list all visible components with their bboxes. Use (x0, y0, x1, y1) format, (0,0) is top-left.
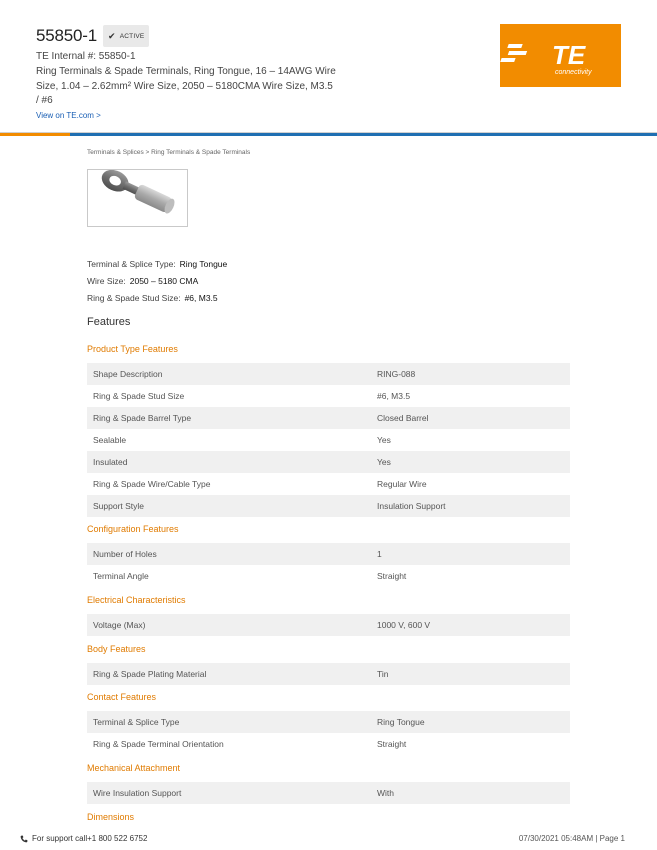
section-contact-features (87, 692, 570, 755)
key-attr-terminal-type (87, 259, 227, 269)
row-label: Wire Insulation Support (93, 788, 182, 798)
table-row (87, 363, 570, 385)
section-title: Contact Features (87, 692, 157, 702)
section-mechanical-attachment (87, 763, 570, 804)
section-title: Product Type Features (87, 344, 178, 354)
table-row (87, 565, 570, 587)
row-label: Number of Holes (93, 549, 157, 559)
header-divider-accent (0, 133, 657, 136)
row-label: Ring & Spade Wire/Cable Type (93, 479, 211, 489)
section-title: Mechanical Attachment (87, 763, 181, 773)
key-attr-stud-size (87, 293, 218, 303)
phone-icon (20, 835, 28, 843)
section-product-type-features (87, 344, 570, 517)
row-value: Yes (377, 457, 391, 467)
row-label: Terminal & Splice Type (93, 717, 180, 727)
row-value: 1 (377, 549, 382, 559)
section-title: Dimensions (87, 812, 135, 822)
section-electrical-characteristics (87, 595, 570, 636)
table-row (87, 473, 570, 495)
document-header (0, 0, 657, 136)
table-row (87, 407, 570, 429)
table-row (87, 663, 570, 685)
status-badge (103, 25, 149, 47)
te-connectivity-logo (500, 24, 621, 87)
checkmark-icon: ✔ (108, 30, 116, 41)
row-value: Insulation Support (377, 501, 446, 511)
breadcrumb: Terminals & Splices > Ring Terminals & Spade Terminals (87, 149, 251, 156)
section-dimensions (87, 812, 570, 826)
row-label: Sealable (93, 435, 127, 445)
row-value: 1000 V, 600 V (377, 620, 431, 630)
table-row (87, 543, 570, 565)
product-description: Ring Terminals & Spade Terminals, Ring Tongue, 16 – 14AWG Wire Size, 1.04 – 2.62mm² Wire Size, 2050 – 5180CMA Wire Size, M3.5 / #6 (36, 66, 336, 106)
part-number: 55850-1 (36, 26, 97, 45)
row-label: Support Style (93, 501, 145, 511)
row-value: #6, M3.5 (377, 391, 411, 401)
row-value: Closed Barrel (377, 413, 429, 423)
key-attr-label: Terminal & Splice Type: (87, 259, 176, 269)
logo-subtext: connectivity (555, 69, 592, 76)
section-title: Electrical Characteristics (87, 595, 186, 605)
timestamp-page: 07/30/2021 05:48AM | Page 1 (518, 834, 625, 843)
row-label: Insulated (93, 457, 128, 467)
internal-number: TE Internal #: 55850-1 (36, 51, 136, 62)
key-attr-value: 2050 – 5180 CMA (129, 276, 199, 286)
key-attr-value: #6, M3.5 (184, 293, 218, 303)
support-line (20, 834, 147, 843)
section-configuration-features (87, 524, 570, 587)
section-title: Configuration Features (87, 524, 179, 534)
part-title-row (36, 25, 149, 47)
row-value: RING-088 (377, 369, 416, 379)
key-attr-value: Ring Tongue (179, 259, 228, 269)
row-value: Straight (377, 739, 407, 749)
row-label: Ring & Spade Terminal Orientation (93, 739, 224, 749)
row-label: Ring & Spade Stud Size (93, 391, 185, 401)
row-value: Tin (377, 669, 389, 679)
features-heading: Features (87, 316, 131, 328)
table-row (87, 782, 570, 804)
logo-text: TE (552, 40, 586, 70)
row-value: With (377, 788, 394, 798)
status-label: ACTIVE (119, 32, 145, 40)
row-label: Voltage (Max) (93, 620, 146, 630)
table-row (87, 385, 570, 407)
row-value: Ring Tongue (377, 717, 425, 727)
row-value: Regular Wire (377, 479, 427, 489)
section-body-features (87, 644, 570, 685)
row-label: Terminal Angle (93, 571, 149, 581)
table-row (87, 451, 570, 473)
row-value: Yes (377, 435, 391, 445)
row-label: Shape Description (93, 369, 163, 379)
view-on-te-link[interactable]: View on TE.com > (36, 111, 101, 120)
table-row (87, 614, 570, 636)
key-attr-label: Ring & Spade Stud Size: (87, 293, 181, 303)
row-value: Straight (377, 571, 407, 581)
support-text: For support call+1 800 522 6752 (32, 834, 148, 843)
key-attr-label: Wire Size: (87, 276, 126, 286)
table-row (87, 495, 570, 517)
table-row (87, 733, 570, 755)
row-label: Ring & Spade Plating Material (93, 669, 207, 679)
section-title: Body Features (87, 644, 146, 654)
row-label: Ring & Spade Barrel Type (93, 413, 192, 423)
product-image (87, 169, 188, 227)
table-row (87, 711, 570, 733)
key-attr-wire-size (87, 276, 198, 286)
table-row (87, 429, 570, 451)
